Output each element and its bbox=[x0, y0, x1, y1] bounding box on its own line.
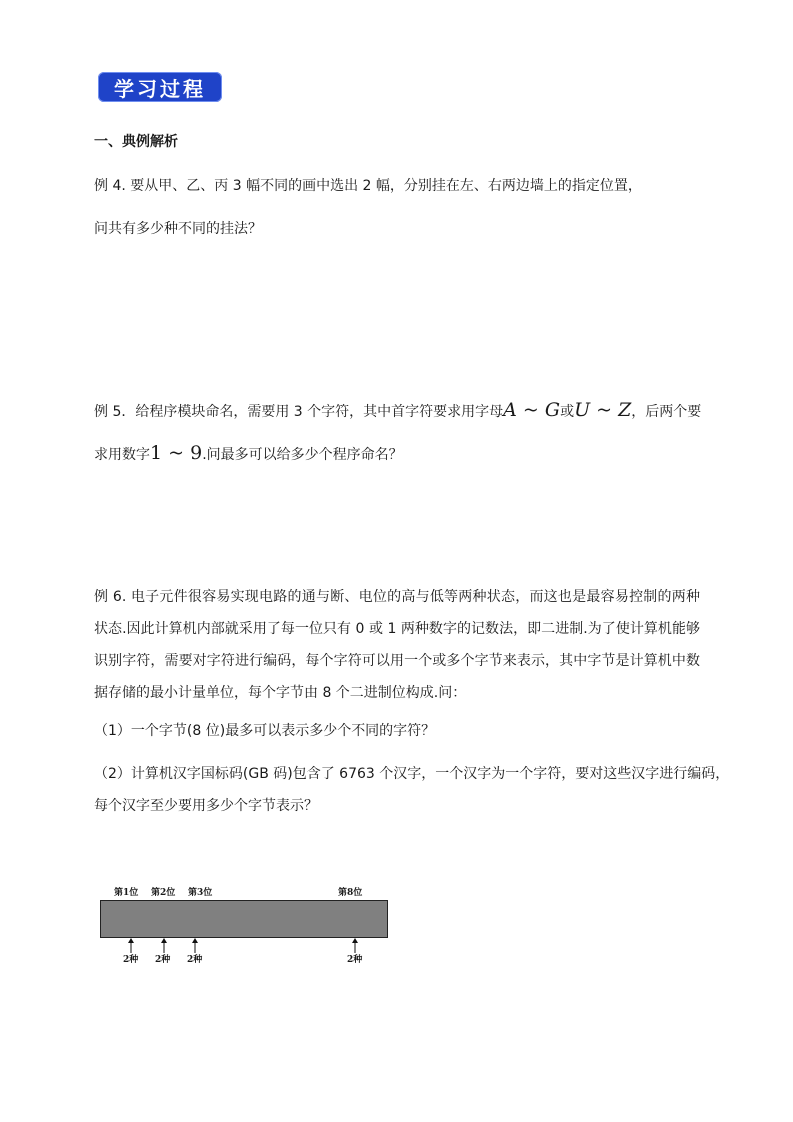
example5-text-a: 例 5．给程序模块命名，需要用 3 个字符，其中首字符要求用字母 bbox=[94, 404, 504, 420]
byte-bits-diagram bbox=[96, 880, 396, 970]
up-arrow-icon bbox=[126, 938, 136, 953]
example5-math-digits: 1 ~ 9 bbox=[150, 442, 203, 464]
example5-math-letters-1: A ~ G bbox=[503, 399, 561, 421]
bit-position-label: 第3位 bbox=[188, 888, 213, 898]
section-badge: 学习过程 bbox=[98, 72, 222, 102]
example6-question-1: （1）一个字节(8 位)最多可以表示多少个不同的字符？ bbox=[94, 723, 436, 739]
example5-text-e: .问最多可以给多少个程序命名？ bbox=[202, 447, 403, 463]
example5-line1 bbox=[94, 400, 701, 422]
bit-kinds-label: 2种 bbox=[123, 955, 139, 965]
bit-kinds-label: 2种 bbox=[347, 955, 363, 965]
example4-line1: 例 4. 要从甲、乙、丙 3 幅不同的画中选出 2 幅，分别挂在左、右两边墙上的指定位置， bbox=[94, 178, 642, 194]
bit-position-label: 第1位 bbox=[114, 888, 139, 898]
up-arrow-icon bbox=[190, 938, 200, 953]
byte-bar bbox=[100, 900, 388, 938]
example6-paragraph: 例 6. 电子元件很容易实现电路的通与断、电位的高与低等两种状态，而这也是最容易控制的两种状态.因此计算机内部就采用了每一位只有 0 或 1 两种数字的记数法，即二进制.为了使计算机能够识别字符，需要对字符进行编码，每个字符可以用一个或多个字节来表示，其中字节是计算机中数据存储的最小计量单位，每个字节由 8 个二进制位构成.问： bbox=[94, 589, 700, 701]
example5-math-letters-2: U ~ Z bbox=[574, 399, 632, 421]
example5-text-b: 或 bbox=[560, 404, 575, 420]
bit-position-label: 第8位 bbox=[338, 888, 363, 898]
example5-text-c: ，后两个要 bbox=[631, 404, 702, 420]
bit-kinds-label: 2种 bbox=[155, 955, 171, 965]
bit-kinds-label: 2种 bbox=[187, 955, 203, 965]
example6-question-2-line1: （2）计算机汉字国标码(GB 码)包含了 6763 个汉字，一个汉字为一个字符，要对这些汉字进行编码， bbox=[94, 766, 730, 782]
example6-question-2-line2: 每个汉字至少要用多少个字节表示？ bbox=[94, 798, 318, 814]
section-heading: 一、典例解析 bbox=[94, 134, 178, 150]
example5-line2 bbox=[94, 443, 403, 465]
bit-position-label: 第2位 bbox=[151, 888, 176, 898]
example5-text-d: 求用数字 bbox=[94, 447, 150, 463]
up-arrow-icon bbox=[159, 938, 169, 953]
example4-line2: 问共有多少种不同的挂法？ bbox=[94, 221, 262, 237]
up-arrow-icon bbox=[350, 938, 360, 953]
